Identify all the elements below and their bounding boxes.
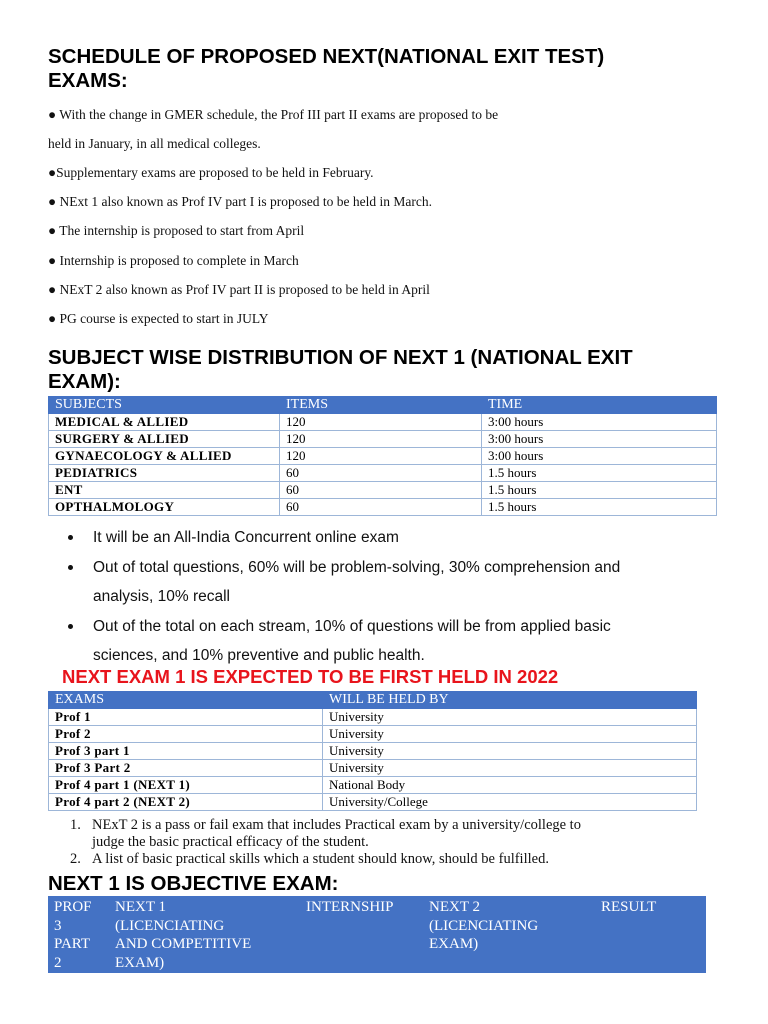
schedule-line: ● NExt 1 also known as Prof IV part I is proposed to be held in March. [48, 194, 432, 209]
exam-bullet-list [64, 523, 620, 671]
items-cell: 120 [280, 414, 482, 431]
exams-table [48, 691, 697, 811]
schedule-heading [48, 45, 604, 93]
subjects-table [48, 396, 717, 516]
time-cell: 1.5 hours [482, 465, 717, 482]
exam-cell: Prof 3 Part 2 [49, 760, 323, 777]
exam-cell: Prof 2 [49, 726, 323, 743]
flow-cell-internship: INTERNSHIP [306, 899, 394, 915]
exam-cell: Prof 4 part 1 (NEXT 1) [49, 777, 323, 794]
items-cell: 120 [280, 448, 482, 465]
time-cell: 3:00 hours [482, 431, 717, 448]
schedule-line: ● NExT 2 also known as Prof IV part II is proposed to be held in April [48, 282, 430, 297]
flow-cell-next1: NEXT 1 (LICENCIATING AND COMPETITIVE EXAM) [115, 899, 252, 971]
header-held-by: WILL BE HELD BY [323, 692, 697, 709]
time-cell: 3:00 hours [482, 448, 717, 465]
items-cell: 60 [280, 482, 482, 499]
list-item-continuation: sciences, and 10% preventive and public health. [93, 647, 425, 665]
schedule-heading-line-2: EXAMS: [48, 69, 128, 92]
schedule-line: ●Supplementary exams are proposed to be held in February. [48, 165, 374, 180]
held-by-cell: University/College [323, 794, 697, 811]
list-item: Out of the total on each stream, 10% of questions will be from applied basic [64, 612, 620, 642]
items-cell: 120 [280, 431, 482, 448]
table-row [49, 726, 697, 743]
held-by-cell: National Body [323, 777, 697, 794]
list-item: Out of total questions, 60% will be problem-solving, 30% comprehension and [64, 553, 620, 583]
held-by-cell: University [323, 743, 697, 760]
table-row [49, 794, 697, 811]
held-by-cell: University [323, 709, 697, 726]
exam-flow-table [48, 896, 706, 973]
table-row [49, 709, 697, 726]
subject-cell: SURGERY & ALLIED [49, 431, 280, 448]
exam-cell: Prof 3 part 1 [49, 743, 323, 760]
objective-heading: NEXT 1 IS OBJECTIVE EXAM: [48, 872, 339, 895]
schedule-heading-line-1: SCHEDULE OF PROPOSED NEXT(NATIONAL EXIT TEST) [48, 45, 605, 68]
exam-cell: Prof 4 part 2 (NEXT 2) [49, 794, 323, 811]
items-cell: 60 [280, 499, 482, 516]
red-announcement: NEXT EXAM 1 IS EXPECTED TO BE FIRST HELD IN 2022 [62, 666, 559, 687]
schedule-line: held in January, in all medical colleges. [48, 136, 261, 151]
list-item: 1. NExT 2 is a pass or fail exam that includes Practical exam by a university/college to judge the basic practical efficacy of the student. [70, 817, 581, 850]
time-cell: 1.5 hours [482, 499, 717, 516]
table-row [49, 760, 697, 777]
schedule-line: ● The internship is proposed to start from April [48, 223, 305, 238]
table-row [49, 743, 697, 760]
table-row [49, 448, 717, 465]
subjects-table-header [49, 397, 717, 414]
subject-cell: OPTHALMOLOGY [49, 499, 280, 516]
table-row [49, 414, 717, 431]
subject-cell: ENT [49, 482, 280, 499]
distribution-heading-line-1: SUBJECT WISE DISTRIBUTION OF NEXT 1 (NATIONAL EXIT [48, 346, 633, 369]
exams-table-header [49, 692, 697, 709]
list-item: It will be an All-India Concurrent online exam [64, 523, 620, 553]
distribution-heading [48, 346, 633, 394]
schedule-line: ● Internship is proposed to complete in March [48, 253, 299, 268]
list-item-continuation: analysis, 10% recall [93, 588, 230, 606]
bullet-dot-icon [68, 565, 73, 570]
distribution-heading-line-2: EXAM): [48, 370, 121, 393]
table-row [49, 482, 717, 499]
subject-cell: MEDICAL & ALLIED [49, 414, 280, 431]
subject-cell: GYNAECOLOGY & ALLIED [49, 448, 280, 465]
table-row [49, 499, 717, 516]
header-time: TIME [482, 397, 717, 414]
header-subjects: SUBJECTS [49, 397, 280, 414]
list-item: 2. A list of basic practical skills which a student should know, should be fulfilled. [70, 851, 549, 867]
flow-cell-next2: NEXT 2 (LICENCIATING EXAM) [429, 899, 539, 952]
table-row [49, 777, 697, 794]
table-row [49, 431, 717, 448]
held-by-cell: University [323, 726, 697, 743]
bullet-dot-icon [68, 535, 73, 540]
items-cell: 60 [280, 465, 482, 482]
held-by-cell: University [323, 760, 697, 777]
bullet-dot-icon [68, 624, 73, 629]
time-cell: 3:00 hours [482, 414, 717, 431]
schedule-line: ● PG course is expected to start in JULY [48, 311, 269, 326]
schedule-line: ● With the change in GMER schedule, the Prof III part II exams are proposed to be [48, 107, 499, 122]
flow-cell-prof3: PROF 3 PART 2 [54, 899, 92, 971]
time-cell: 1.5 hours [482, 482, 717, 499]
subject-cell: PEDIATRICS [49, 465, 280, 482]
numbered-notes [66, 817, 581, 868]
table-row [49, 465, 717, 482]
header-exams: EXAMS [49, 692, 323, 709]
exam-cell: Prof 1 [49, 709, 323, 726]
flow-cell-result: RESULT [601, 899, 657, 915]
header-items: ITEMS [280, 397, 482, 414]
